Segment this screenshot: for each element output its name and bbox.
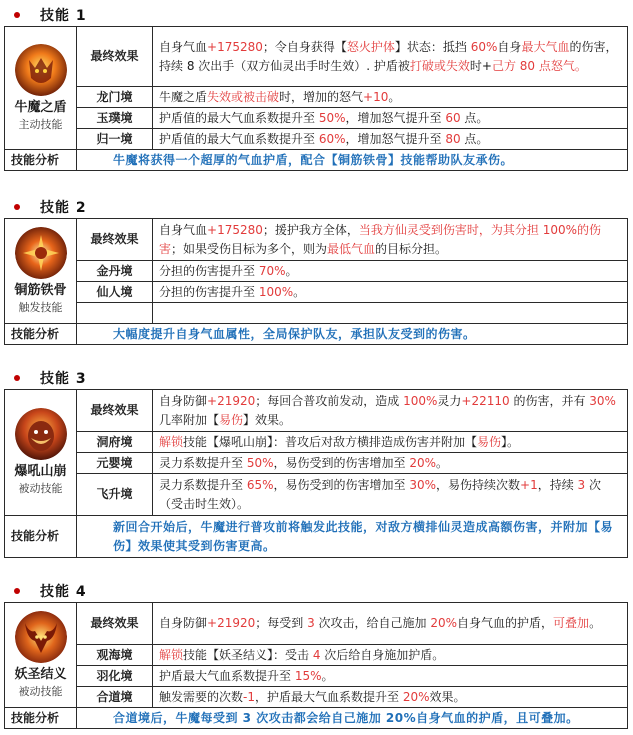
highlight-text: 打破或失效	[409, 58, 470, 73]
skill-type: 被动技能	[18, 684, 63, 698]
analysis-text: 合道境后，牛魔每受到 3 次攻击都会给自己施加 20%自身气血的护盾，且可叠加。	[77, 708, 628, 729]
stage-label-final: 最终效果	[77, 603, 153, 645]
analysis-text: 大幅度提升自身气血属性，全局保护队友，承担队友受到的伤害。	[77, 324, 628, 345]
text-segment: 技能【爆吼山崩】：普攻后对敌方横排造成伤害并附加【	[183, 434, 478, 449]
skill-header	[0, 580, 87, 602]
highlight-text: 怒火护体	[346, 39, 395, 54]
stage-effect	[153, 129, 628, 150]
text-segment: ；每回合普攻前发动，造成	[255, 393, 404, 408]
highlight-text: 易伤	[477, 434, 502, 449]
skill-type: 主动技能	[18, 117, 63, 131]
highlight-text: +175280	[207, 39, 263, 54]
stage-label-final: 最终效果	[77, 390, 153, 432]
stage-effect	[153, 108, 628, 129]
stage-label: 仙人境	[77, 282, 153, 303]
skill-name: 爆吼山崩	[14, 464, 67, 479]
highlight-text: 当我方仙灵受到伤害时，为其分担 100%的伤害	[159, 222, 602, 256]
text-segment: 】效果。	[243, 412, 292, 427]
text-segment: ；令自身获得【	[262, 39, 347, 54]
text-segment: 。	[388, 89, 401, 104]
stage-effect	[153, 474, 628, 516]
stage-label: 洞府境	[77, 432, 153, 453]
text-segment: ，易伤受到的伤害增加至	[273, 455, 410, 470]
final-effect	[153, 219, 628, 261]
stage-effect	[153, 453, 628, 474]
text-segment: 自身防御	[159, 393, 208, 408]
highlight-text: 失效或被击破	[207, 89, 280, 104]
text-segment: 灵力	[437, 393, 462, 408]
text-segment: 自身气血	[159, 222, 208, 237]
highlight-text: +10	[363, 89, 389, 104]
highlight-text: 80	[445, 131, 461, 146]
highlight-text: 最低气血	[327, 241, 376, 256]
stage-effect	[153, 87, 628, 108]
analysis-text: 新回合开始后，牛魔进行普攻前将触发此技能，对敌方横排仙灵造成高额伤害，并附加【易伤】效果使其受到伤害更高。	[77, 516, 628, 558]
text-segment: 。	[589, 616, 602, 630]
stage-effect	[153, 303, 628, 324]
roaring-mountain-icon	[15, 408, 67, 460]
text-segment: ，持续	[537, 477, 578, 492]
text-segment: 时，增加的怒气	[279, 89, 364, 104]
stage-effect	[153, 432, 628, 453]
stage-label: 羽化境	[77, 666, 153, 687]
highlight-text: +1	[520, 477, 538, 492]
bullet-dot	[14, 204, 20, 210]
highlight-text: 解锁	[159, 647, 184, 662]
stage-label-final: 最终效果	[77, 27, 153, 87]
bullet-dot	[14, 588, 20, 594]
analysis-text: 牛魔将获得一个超厚的气血护盾，配合【铜筋铁骨】技能帮助队友承伤。	[77, 150, 628, 171]
highlight-text: 20%	[409, 455, 436, 470]
text-segment: ，易伤受到的伤害增加至	[273, 477, 410, 492]
highlight-text: 己方 80 点怒气。	[491, 58, 587, 73]
text-segment: 次攻击，给自己施加	[314, 616, 431, 630]
skill-title: 技能 4	[40, 584, 87, 600]
skill-icon-cell	[5, 219, 77, 324]
text-segment: 分担的伤害提升至	[159, 263, 259, 278]
skill-title: 技能 1	[40, 8, 87, 24]
text-segment: 。	[436, 455, 449, 470]
stage-label: 归一境	[77, 129, 153, 150]
skill-table	[4, 218, 628, 345]
highlight-text: 20%	[402, 689, 430, 704]
skill-icon-cell	[5, 27, 77, 150]
text-segment: 次后给自身施加护盾。	[320, 647, 445, 662]
skill-table	[4, 389, 628, 558]
stage-label: 飞升境	[77, 474, 153, 516]
highlight-text: +21920	[207, 393, 256, 408]
highlight-text: 20%	[430, 616, 458, 630]
stage-label: 玉璞境	[77, 108, 153, 129]
text-segment: 点。	[460, 131, 489, 146]
highlight-text: 30%	[589, 393, 616, 408]
skill-type: 被动技能	[18, 482, 63, 495]
skill-table	[4, 602, 628, 729]
text-segment: 几率附加【	[159, 412, 220, 427]
skill-name: 牛魔之盾	[14, 99, 67, 115]
skill-name: 铜筋铁骨	[14, 282, 67, 298]
analysis-label: 技能分析	[5, 708, 77, 729]
analysis-label: 技能分析	[5, 516, 77, 558]
stage-label	[77, 303, 153, 324]
highlight-text: 4	[312, 647, 321, 662]
text-segment: 自身气血	[159, 39, 208, 54]
text-segment: 的伤害，并有	[509, 393, 590, 408]
text-segment: 分担的伤害提升至	[159, 284, 259, 299]
analysis-label: 技能分析	[5, 324, 77, 345]
text-segment: 技能【妖圣结义】：受击	[183, 647, 313, 662]
highlight-text: 15%	[294, 668, 322, 683]
skill-icon-cell	[5, 390, 77, 516]
skill-header	[0, 367, 87, 389]
text-segment: ；每受到	[255, 616, 308, 630]
text-segment: ；如果受伤目标为多个，则为	[171, 241, 328, 256]
text-segment: 效果。	[429, 689, 466, 704]
highlight-text: 60	[445, 110, 461, 125]
demon-saint-oath-icon	[15, 611, 67, 663]
highlight-text: 60%	[318, 131, 346, 146]
stage-label: 龙门境	[77, 87, 153, 108]
text-segment: 护盾值的最大气血系数提升至	[159, 131, 319, 146]
stage-label-final: 最终效果	[77, 219, 153, 261]
stage-label: 元婴境	[77, 453, 153, 474]
skill-title: 技能 2	[40, 200, 87, 216]
highlight-text: 50%	[318, 110, 346, 125]
text-segment: 次（受击时生效）。	[159, 477, 602, 511]
text-segment: 自身防御	[159, 616, 208, 630]
final-effect	[153, 27, 628, 87]
skill-table	[4, 26, 628, 171]
highlight-text: -1	[243, 689, 255, 704]
text-segment: 灵力系数提升至	[159, 455, 247, 470]
final-effect	[153, 390, 628, 432]
text-segment: 牛魔之盾	[159, 89, 208, 104]
highlight-text: 100%	[258, 284, 294, 299]
text-segment: 】状态：抵挡	[394, 39, 471, 54]
highlight-text: 3	[577, 477, 586, 492]
skill-header	[0, 4, 87, 26]
text-segment: ；援护我方全体，	[262, 222, 359, 237]
highlight-text: 3	[307, 616, 315, 630]
copper-iron-bone-icon	[15, 227, 67, 279]
text-segment: 的伤害，持续 8 次出手（双方仙灵出手时生效）. 护盾被	[159, 39, 618, 73]
highlight-text: 100%	[403, 393, 438, 408]
bull-demon-shield-icon	[15, 44, 67, 96]
skill-title: 技能 3	[40, 371, 87, 387]
highlight-text: 最大气血	[521, 39, 570, 54]
stage-label: 观海境	[77, 645, 153, 666]
highlight-text: 50%	[246, 455, 274, 470]
stage-effect	[153, 282, 628, 303]
analysis-label: 技能分析	[5, 150, 77, 171]
stage-effect	[153, 645, 628, 666]
text-segment: ，增加怒气提升至	[345, 110, 446, 125]
text-segment: 护盾最大气血系数提升至	[159, 668, 295, 683]
highlight-text: 65%	[246, 477, 274, 492]
stage-effect	[153, 666, 628, 687]
stage-label: 金丹境	[77, 261, 153, 282]
stage-label: 合道境	[77, 687, 153, 708]
bullet-dot	[14, 375, 20, 381]
text-segment: 自身	[497, 39, 522, 54]
highlight-text: 易伤	[219, 412, 244, 427]
bullet-dot	[14, 12, 20, 18]
text-segment: 自身气血的护盾，	[457, 616, 554, 630]
text-segment: 触发需要的次数	[159, 689, 244, 704]
highlight-text: 解锁	[159, 434, 184, 449]
skill-header	[0, 196, 87, 218]
text-segment: 。	[293, 284, 306, 299]
text-segment: 。	[321, 668, 334, 683]
highlight-text: +22110	[461, 393, 510, 408]
text-segment: ，易伤持续次数	[436, 477, 521, 492]
highlight-text: 60%	[470, 39, 498, 54]
final-effect	[153, 603, 628, 645]
text-segment: ，护盾最大气血系数提升至	[254, 689, 403, 704]
highlight-text: 70%	[258, 263, 286, 278]
stage-effect	[153, 687, 628, 708]
highlight-text: +21920	[207, 616, 256, 630]
stage-effect	[153, 261, 628, 282]
highlight-text: 可叠加	[553, 616, 590, 630]
skill-icon-cell	[5, 603, 77, 708]
text-segment: 。	[285, 263, 298, 278]
highlight-text: 30%	[409, 477, 436, 492]
text-segment: 的目标分担。	[375, 241, 448, 256]
highlight-text: +175280	[207, 222, 263, 237]
skill-type: 触发技能	[18, 300, 63, 314]
skill-name: 妖圣结义	[14, 666, 67, 682]
text-segment: 】。	[501, 434, 520, 449]
text-segment: 灵力系数提升至	[159, 477, 247, 492]
text-segment: 时+	[469, 58, 492, 73]
text-segment: 点。	[460, 110, 489, 125]
text-segment: ，增加怒气提升至	[345, 131, 446, 146]
text-segment: 护盾值的最大气血系数提升至	[159, 110, 319, 125]
